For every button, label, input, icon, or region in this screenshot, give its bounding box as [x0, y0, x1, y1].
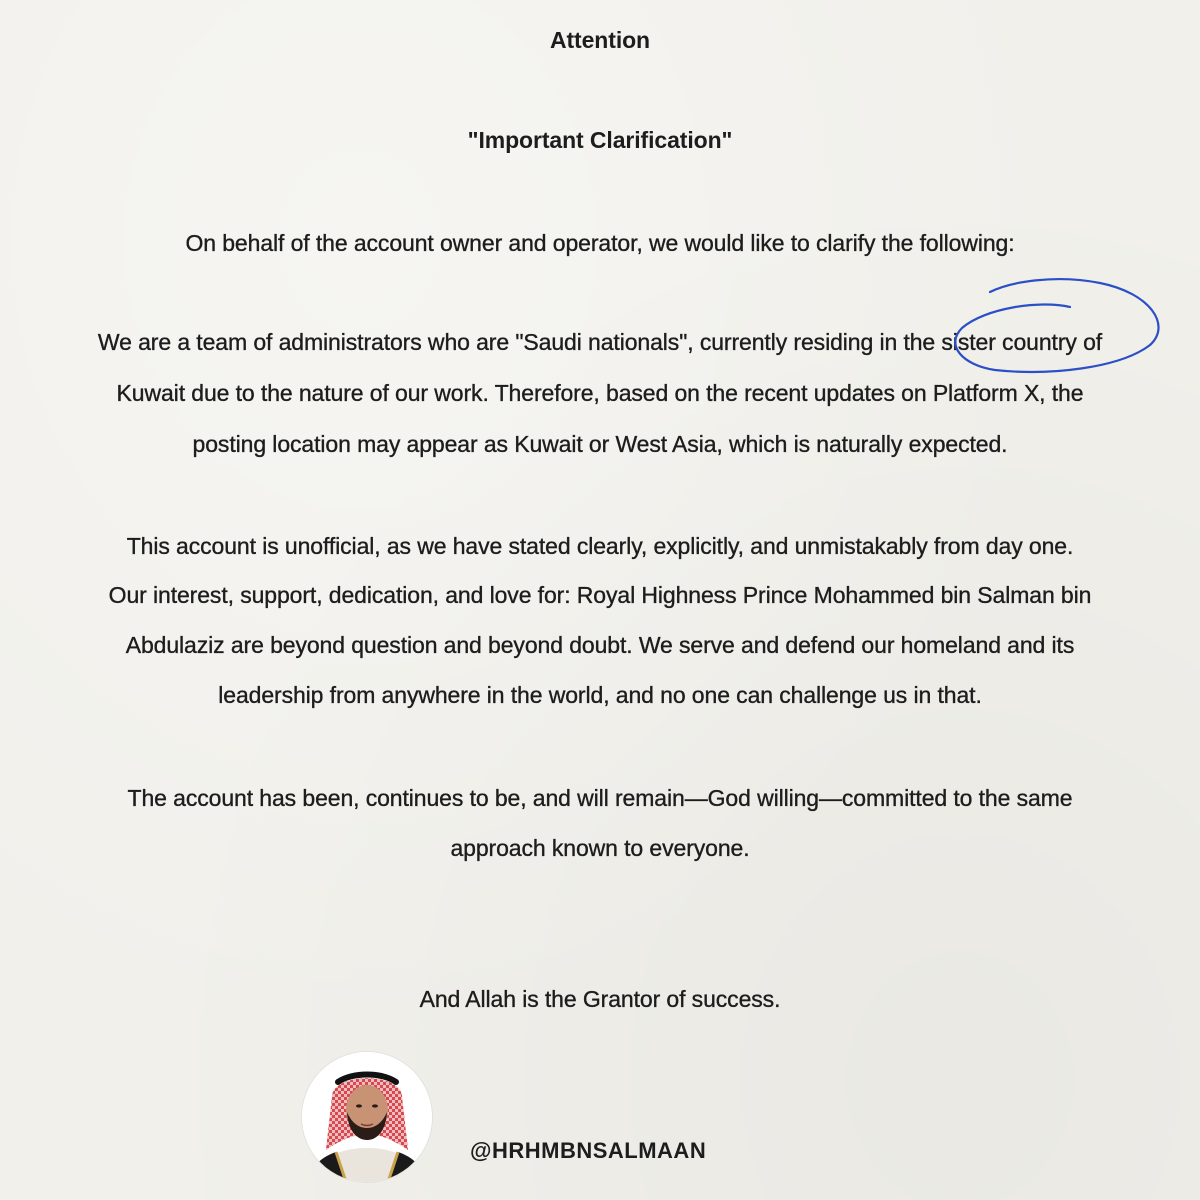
paragraph-2-line: leadership from anywhere in the world, and no one can challenge us in that.	[218, 682, 982, 708]
paragraph-1-line: Kuwait due to the nature of our work. Therefore, based on the recent updates on Platform X, the	[116, 380, 1084, 406]
paragraph-2-line: Our interest, support, dedication, and love for: Royal Highness Prince Mohammed bin Salman bin	[108, 582, 1092, 608]
paragraph-1-line: posting location may appear as Kuwait or West Asia, which is naturally expected.	[192, 431, 1008, 457]
paragraph-1-line: We are a team of administrators who are "Saudi nationals", currently residing in the sister country of	[97, 329, 1103, 355]
profile-portrait-icon	[302, 1052, 432, 1182]
doc-closing: And Allah is the Grantor of success.	[419, 986, 781, 1012]
doc-intro: On behalf of the account owner and operator, we would like to clarify the following:	[185, 230, 1015, 256]
avatar	[302, 1052, 432, 1182]
paragraph-2-line: Abdulaziz are beyond question and beyond doubt. We serve and defend our homeland and its	[125, 632, 1075, 658]
paragraph-2-line: This account is unofficial, as we have stated clearly, explicitly, and unmistakably from day one.	[126, 533, 1074, 559]
paragraph-3-line: approach known to everyone.	[450, 835, 750, 861]
paragraph-3-line: The account has been, continues to be, and will remain—God willing—committed to the same	[127, 785, 1073, 811]
doc-subtitle: "Important Clarification"	[467, 127, 733, 153]
account-handle: @HRHMBNSALMAAN	[470, 1138, 707, 1163]
doc-title: Attention	[549, 27, 651, 53]
